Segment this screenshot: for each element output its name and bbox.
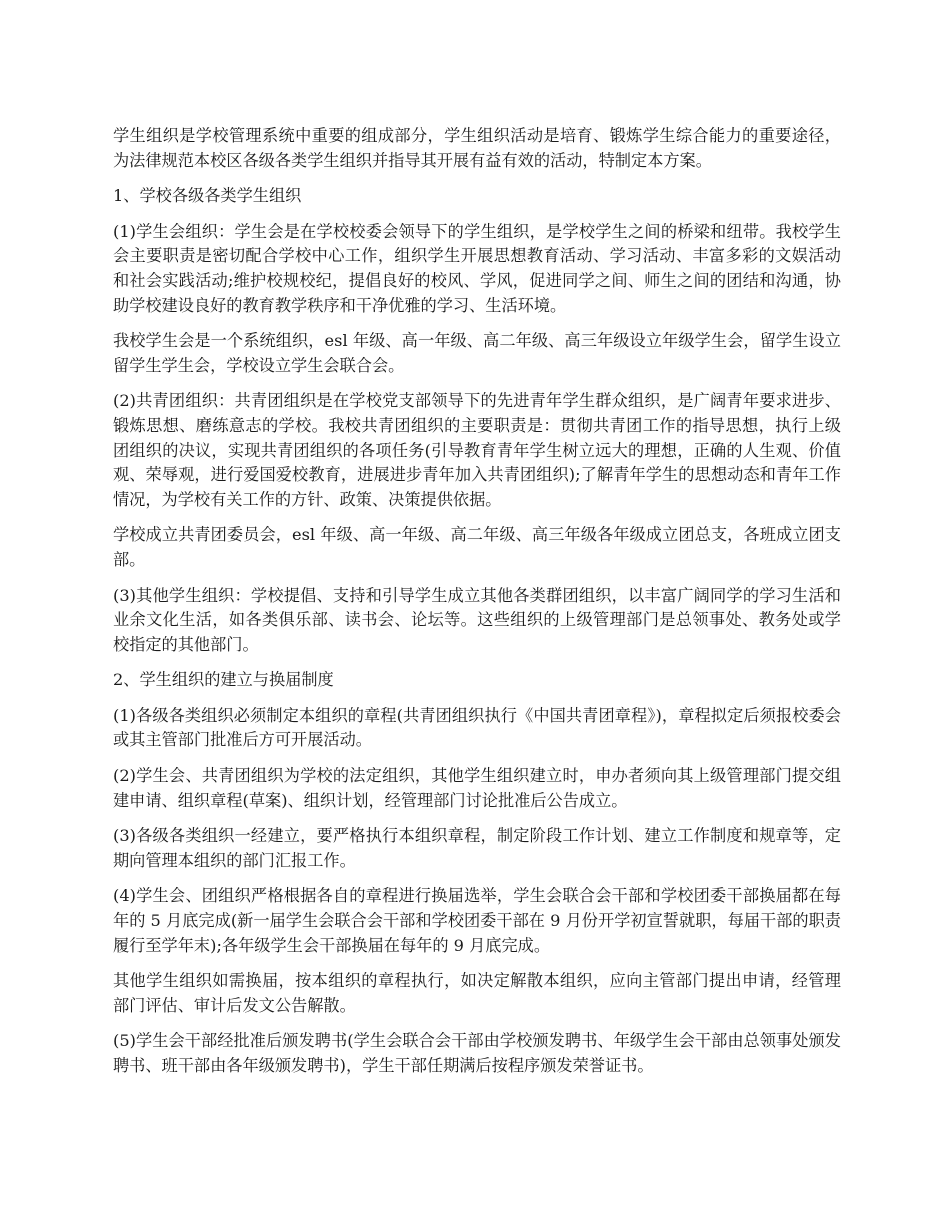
paragraph: (2)学生会、共青团组织为学校的法定组织，其他学生组织建立时，申办者须向其上级管理部门提交组建申请、组织章程(草案)、组织计划，经管理部门讨论批准后公告成立。 [113,766,841,810]
paragraph: (1)各级各类组织必须制定本组织的章程(共青团组织执行《中国共青团章程》)，章程拟定后须报校委会或其主管部门批准后方可开展活动。 [113,705,841,750]
paragraph: 其他学生组织如需换届，按本组织的章程执行，如决定解散本组织，应向主管部门提出申请，经管理部门评估、审计后发文公告解散。 [113,971,841,1015]
paragraph: (2)共青团组织：共青团组织是在学校党支部领导下的先进青年学生群众组织，是广阔青年要求进步、锻炼思想、磨练意志的学校。我校共青团组织的主要职责是：贯彻共青团工作的指导思想，执行上级团组织的决议，实现共青团组织的各项任务(引导教育青年学生树立远大的理想，正确的人生观、价值观、荣辱观，进行爱国爱校教育，进展进步青年加入共青团组织);了解青年学生的思想动态和青年工作情况，为学校有关工作的方针、政策、决策提供依据。 [113,391,841,509]
paragraph: (3)各级各类组织一经建立，要严格执行本组织章程，制定阶段工作计划、建立工作制度和规章等，定期向管理本组织的部门汇报工作。 [113,826,841,870]
section-heading: 2、学生组织的建立与换届制度 [113,670,334,690]
paragraph: 我校学生会是一个系统组织，esl 年级、高一年级、高二年级、高三年级设立年级学生会，留学生设立留学生学生会，学校设立学生会联合会。 [113,331,841,375]
paragraph: (5)学生会干部经批准后颁发聘书(学生会联合会干部由学校颁发聘书、年级学生会干部由总领事处颁发聘书、班干部由各年级颁发聘书)，学生干部任期满后按程序颁发荣誉证书。 [113,1031,841,1075]
intro-paragraph: 学生组织是学校管理系统中重要的组成部分，学生组织活动是培育、锻炼学生综合能力的重要途径，为法律规范本校区各级各类学生组织并指导其开展有益有效的活动，特制定本方案。 [113,126,841,170]
section-heading: 1、学校各级各类学生组织 [113,186,302,206]
paragraph: (1)学生会组织：学生会是在学校校委会领导下的学生组织，是学校学生之间的桥梁和纽带。我校学生会主要职责是密切配合学校中心工作，组织学生开展思想教育活动、学习活动、丰富多彩的文娱活动和社会实践活动;维护校规校纪，提倡良好的校风、学风，促进同学之间、师生之间的团结和沟通，协助学校建设良好的教育教学秩序和干净优雅的学习、生活环境。 [113,221,841,315]
paragraph: 学校成立共青团委员会，esl 年级、高一年级、高二年级、高三年级各年级成立团总支，各班成立团支部。 [113,525,841,569]
paragraph: (3)其他学生组织：学校提倡、支持和引导学生成立其他各类群团组织，以丰富广阔同学的学习生活和业余文化生活，如各类俱乐部、读书会、论坛等。这些组织的上级管理部门是总领事处、教务处或学校指定的其他部门。 [113,585,841,654]
paragraph: (4)学生会、团组织严格根据各自的章程进行换届选举，学生会联合会干部和学校团委干部换届都在每年的 5 月底完成(新一届学生会联合会干部和学校团委干部在 9 月份开学初宣誓就职，每届干部的职责履行至学年末);各年级学生会干部换届在每年的 9 月底完成。 [113,886,841,955]
document-body [113,124,841,1090]
